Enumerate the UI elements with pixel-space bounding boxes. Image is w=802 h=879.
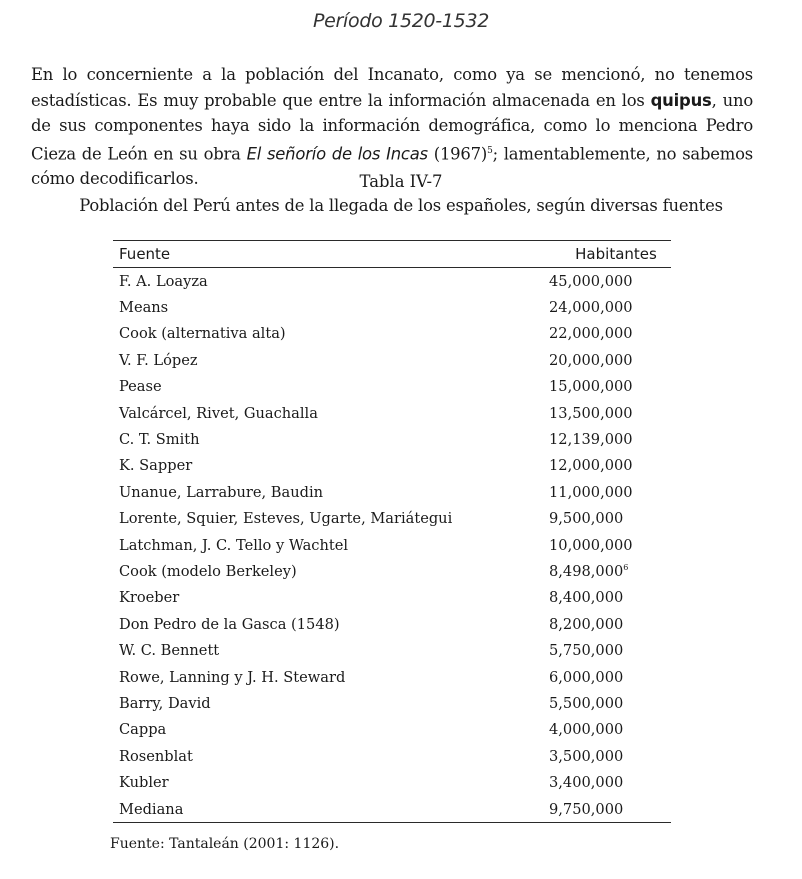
row-source: Valcárcel, Rivet, Guachalla: [119, 404, 318, 422]
row-value: [549, 642, 671, 659]
row-value-text: 9,500,000: [549, 510, 624, 528]
paragraph-text-1: En lo concerniente a la población del Incanato, como ya se mencionó, no tenemos estadísticas. Es muy probable que entre la información almacenada en los: [31, 65, 753, 110]
table-row: [113, 769, 671, 795]
row-value-text: 12,139,000: [549, 431, 633, 449]
table-row: [113, 506, 671, 532]
row-value-text: 11,000,000: [549, 483, 633, 501]
row-value-text: 12,000,000: [549, 457, 633, 475]
header-source: Fuente: [119, 245, 171, 263]
table-row: [113, 717, 671, 743]
row-value: [549, 537, 671, 554]
row-value: [549, 299, 671, 316]
table-header: [113, 241, 671, 267]
row-source: K. Sapper: [119, 457, 193, 475]
row-value-text: 3,500,000: [549, 747, 624, 765]
table-row: [113, 585, 671, 611]
row-value-text: 24,000,000: [549, 299, 633, 317]
row-source: Cook (alternativa alta): [119, 325, 286, 343]
row-value: [549, 457, 671, 474]
row-value: [549, 721, 671, 738]
table-row: [113, 796, 671, 822]
row-value: [549, 484, 671, 501]
row-value-text: 22,000,000: [549, 325, 633, 343]
row-value-text: 20,000,000: [549, 351, 633, 369]
row-value: [549, 325, 671, 342]
row-source: Unanue, Larrabure, Baudin: [119, 483, 324, 501]
row-value-text: 9,750,000: [549, 800, 624, 818]
paragraph-text-3: (1967): [427, 143, 488, 163]
table-row: [113, 400, 671, 426]
row-source: Rowe, Lanning y J. H. Steward: [119, 668, 346, 686]
row-source: W. C. Bennett: [119, 642, 220, 660]
row-footnote-marker: 6: [623, 563, 629, 573]
row-value: [549, 669, 671, 686]
row-source: Cook (modelo Berkeley): [119, 562, 297, 580]
table-row: [113, 558, 671, 584]
row-value-text: 8,498,000: [549, 562, 624, 580]
table-row: [113, 347, 671, 373]
row-value: [549, 589, 671, 606]
footnote-marker: 5: [487, 145, 493, 156]
row-value-text: 5,500,000: [549, 694, 624, 712]
row-source: Lorente, Squier, Esteves, Ugarte, Mariátegui: [119, 510, 453, 528]
row-source: Kubler: [119, 774, 169, 792]
row-value-text: 10,000,000: [549, 536, 633, 554]
row-value: [549, 378, 671, 395]
row-value: [549, 774, 671, 791]
table-row: [113, 690, 671, 716]
row-source: F. A. Loayza: [119, 272, 208, 290]
table-row: [113, 374, 671, 400]
table-row: [113, 743, 671, 769]
table-bottom-rule: [113, 822, 671, 823]
row-source: Rosenblat: [119, 747, 193, 765]
row-value: [549, 801, 671, 818]
table-row: [113, 664, 671, 690]
row-value: [549, 563, 671, 580]
row-value-text: 8,200,000: [549, 615, 624, 633]
row-source: Kroeber: [119, 589, 180, 607]
row-value: [549, 616, 671, 633]
paragraph-book-title: El señorío de los Incas: [246, 143, 428, 163]
table-row: [113, 637, 671, 663]
header-value: Habitantes: [575, 245, 657, 263]
table-row: [113, 453, 671, 479]
row-value-text: 13,500,000: [549, 404, 633, 422]
row-value: [549, 273, 671, 290]
paragraph-text-2: , uno de sus componentes haya sido la información demográfica, como lo menciona Pedro Cieza de León en su obra: [31, 90, 753, 163]
row-source: Cappa: [119, 721, 167, 739]
row-value-text: 6,000,000: [549, 668, 624, 686]
row-source: Latchman, J. C. Tello y Wachtel: [119, 536, 349, 554]
population-table: [113, 240, 671, 823]
row-value: [549, 748, 671, 765]
row-source: Mediana: [119, 800, 184, 818]
row-value: [549, 695, 671, 712]
row-source: Pease: [119, 378, 162, 396]
table-row: [113, 532, 671, 558]
row-source: Means: [119, 299, 169, 317]
row-value-text: 15,000,000: [549, 378, 633, 396]
table-row: [113, 479, 671, 505]
table-number: Tabla IV-7: [359, 172, 443, 191]
row-value-text: 3,400,000: [549, 774, 624, 792]
table-source-note: Fuente: Tantaleán (2001: 1126).: [110, 836, 340, 852]
paragraph-bold-term: quipus: [650, 90, 712, 110]
row-value: [549, 352, 671, 369]
row-value-text: 5,750,000: [549, 642, 624, 660]
row-source: Don Pedro de la Gasca (1548): [119, 615, 340, 633]
row-value-text: 8,400,000: [549, 589, 624, 607]
table-title: Población del Perú antes de la llegada de los españoles, según diversas fuentes: [79, 196, 723, 215]
table-row: [113, 268, 671, 294]
table-body: [113, 268, 671, 822]
table-row: [113, 426, 671, 452]
row-source: V. F. López: [119, 351, 198, 369]
row-value: [549, 431, 671, 448]
row-source: C. T. Smith: [119, 431, 200, 449]
paragraph-text-4: ; lamentablemente, no sabemos cómo decodificarlos.: [31, 143, 753, 189]
table-row: [113, 321, 671, 347]
row-value: [549, 405, 671, 422]
section-heading: Período 1520-1532: [312, 10, 490, 32]
row-value: [549, 510, 671, 527]
table-row: [113, 611, 671, 637]
row-value-text: 45,000,000: [549, 272, 633, 290]
row-source: Barry, David: [119, 694, 211, 712]
row-value-text: 4,000,000: [549, 721, 624, 739]
table-row: [113, 294, 671, 320]
